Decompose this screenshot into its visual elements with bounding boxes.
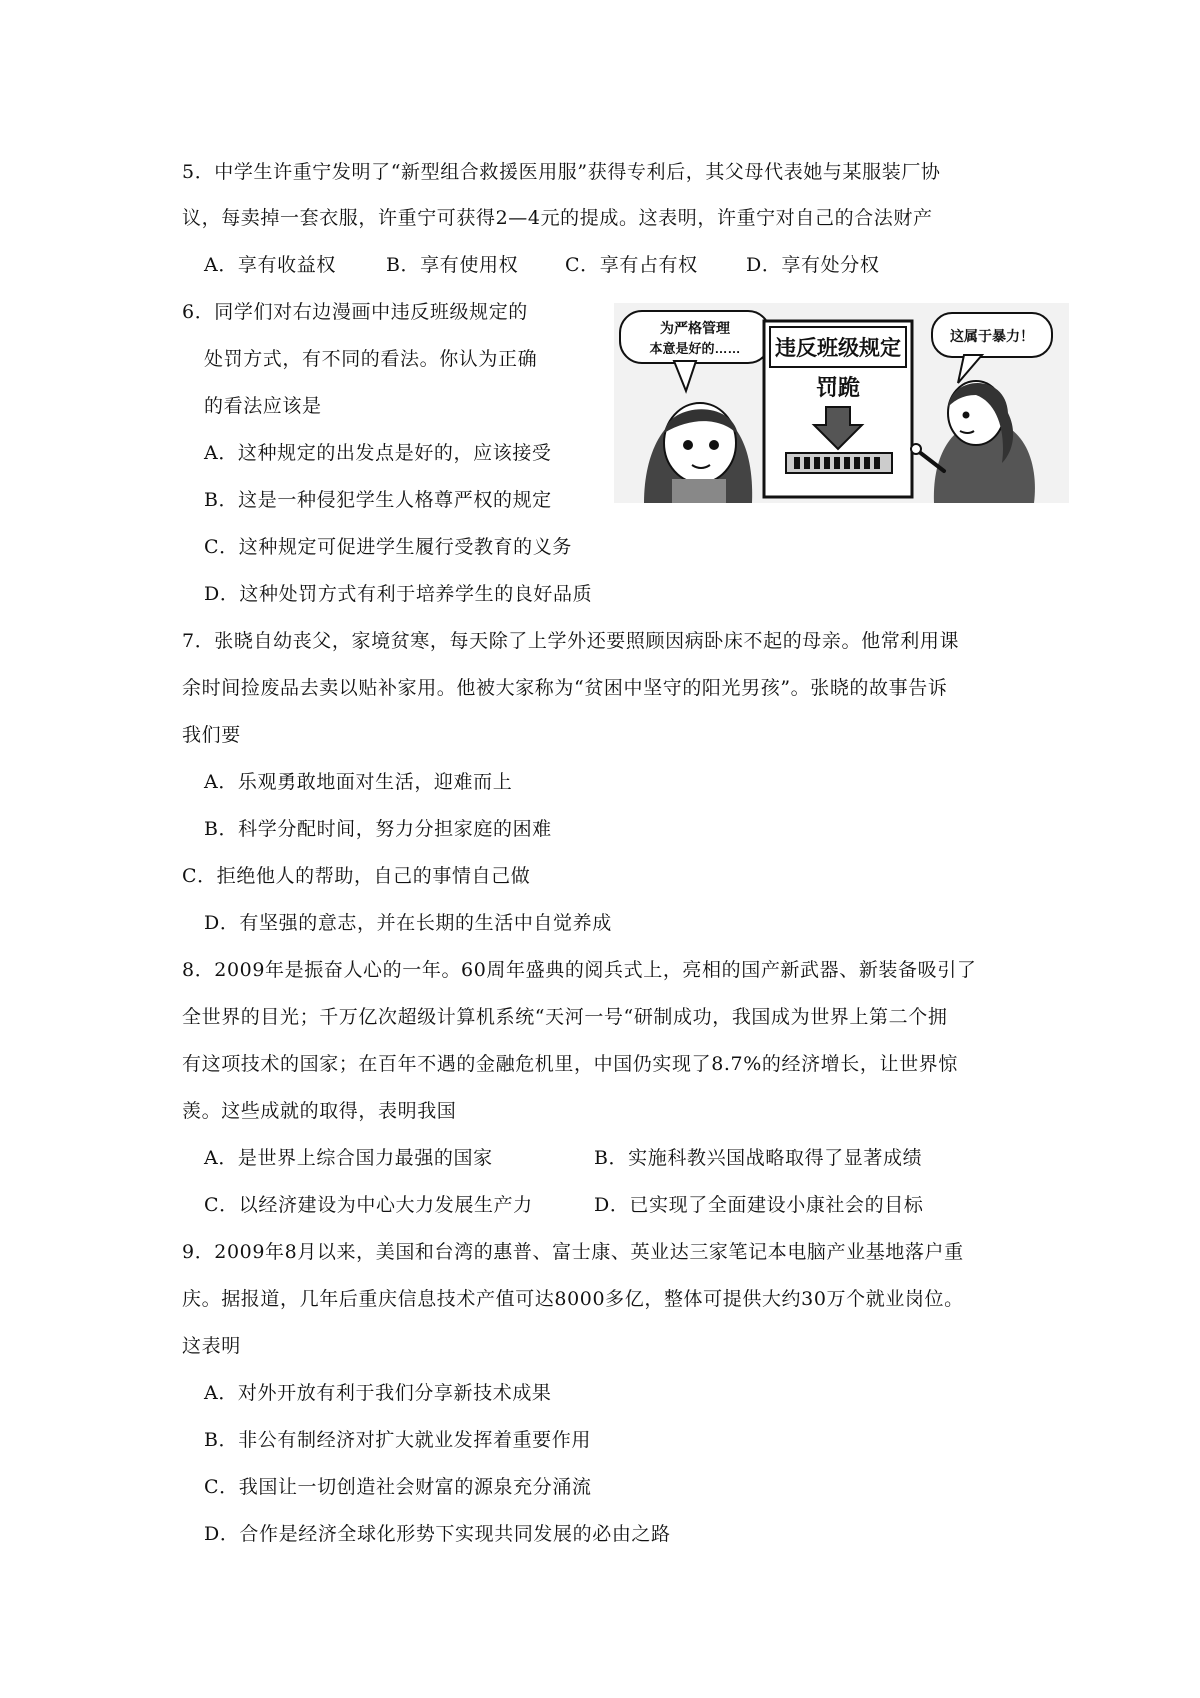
q8-stem-line-2: 全世界的目光；千万亿次超级计算机系统“天河一号“研制成功，我国成为世界上第二个拥	[182, 1006, 948, 1028]
q7-option-b: B．科学分配时间，努力分担家庭的困难	[204, 818, 552, 840]
q7-option-c: C．拒绝他人的帮助，自己的事情自己做	[182, 865, 531, 887]
q5-option-d: D．享有处分权	[746, 254, 880, 276]
left-bubble-line-1: 为严格管理	[660, 320, 730, 336]
q5-option-b: B．享有使用权	[386, 254, 519, 276]
q6-cartoon	[614, 303, 1069, 503]
q9-stem-line-3: 这表明	[182, 1335, 241, 1357]
q7-option-a: A．乐观勇敢地面对生活，迎难而上	[204, 771, 513, 793]
q8-option-a: A．是世界上综合国力最强的国家	[204, 1147, 493, 1169]
q9-stem-line-2: 庆。据报道，几年后重庆信息技术产值可达8000多亿，整体可提供大约30万个就业岗位。	[182, 1288, 964, 1310]
q6-stem-line-2: 处罚方式，有不同的看法。你认为正确	[204, 348, 538, 370]
q5-stem-line-2: 议，每卖掉一套衣服，许重宁可获得2—4元的提成。这表明，许重宁对自己的合法财产	[182, 207, 933, 229]
rule-sign	[764, 321, 912, 497]
q6-stem-line-3: 的看法应该是	[204, 395, 322, 417]
q9-option-a: A．对外开放有利于我们分享新技术成果	[204, 1382, 552, 1404]
q9-option-b: B．非公有制经济对扩大就业发挥着重要作用	[204, 1429, 591, 1451]
q9-stem-line-1: 9．2009年8月以来，美国和台湾的惠普、富士康、英业达三家笔记本电脑产业基地落户重	[182, 1241, 964, 1263]
q7-stem-line-2: 余时间捡废品去卖以贴补家用。他被大家称为“贫困中坚守的阳光男孩”。张晓的故事告诉	[182, 677, 948, 699]
sign-punishment: 罚跪	[815, 375, 861, 400]
q9-option-d: D．合作是经济全球化形势下实现共同发展的必由之路	[204, 1523, 671, 1545]
q7-option-d: D．有坚强的意志，并在长期的生活中自觉养成	[204, 912, 612, 934]
left-bubble-line-2: 本意是好的……	[649, 341, 741, 356]
q6-option-a: A．这种规定的出发点是好的，应该接受	[204, 442, 552, 464]
q8-option-c: C．以经济建设为中心大力发展生产力	[204, 1194, 533, 1216]
q6-stem-line-1: 6．同学们对右边漫画中违反班级规定的	[182, 301, 528, 323]
sign-title: 违反班级规定	[775, 337, 901, 360]
q6-option-d: D．这种处罚方式有利于培养学生的良好品质	[204, 583, 593, 605]
q8-stem-line-4: 羡。这些成就的取得，表明我国	[182, 1100, 457, 1122]
q5-option-a: A．享有收益权	[204, 254, 336, 276]
q7-stem-line-3: 我们要	[182, 724, 241, 746]
q6-option-b: B．这是一种侵犯学生人格尊严权的规定	[204, 489, 552, 511]
right-bubble-text: 这属于暴力！	[950, 328, 1034, 344]
q8-stem-line-1: 8．2009年是振奋人心的一年。60周年盛典的阅兵式上，亮相的国产新武器、新装备吸引了	[182, 959, 977, 981]
q8-option-b: B．实施科教兴国战略取得了显著成绩	[594, 1147, 923, 1169]
q8-stem-line-3: 有这项技术的国家；在百年不遇的金融危机里，中国仍实现了8.7%的经济增长，让世界惊	[182, 1053, 958, 1075]
q6-option-c: C．这种规定可促进学生履行受教育的义务	[204, 536, 572, 558]
q9-option-c: C．我国让一切创造社会财富的源泉充分涌流	[204, 1476, 592, 1498]
q5-stem-line-1: 5．中学生许重宁发明了“新型组合救援医用服”获得专利后，其父母代表她与某服装厂协	[182, 161, 941, 183]
q7-stem-line-1: 7．张晓自幼丧父，家境贫寒，每天除了上学外还要照顾因病卧床不起的母亲。他常利用课	[182, 630, 960, 652]
q8-option-d: D．已实现了全面建设小康社会的目标	[594, 1194, 924, 1216]
q5-option-c: C．享有占有权	[565, 254, 698, 276]
